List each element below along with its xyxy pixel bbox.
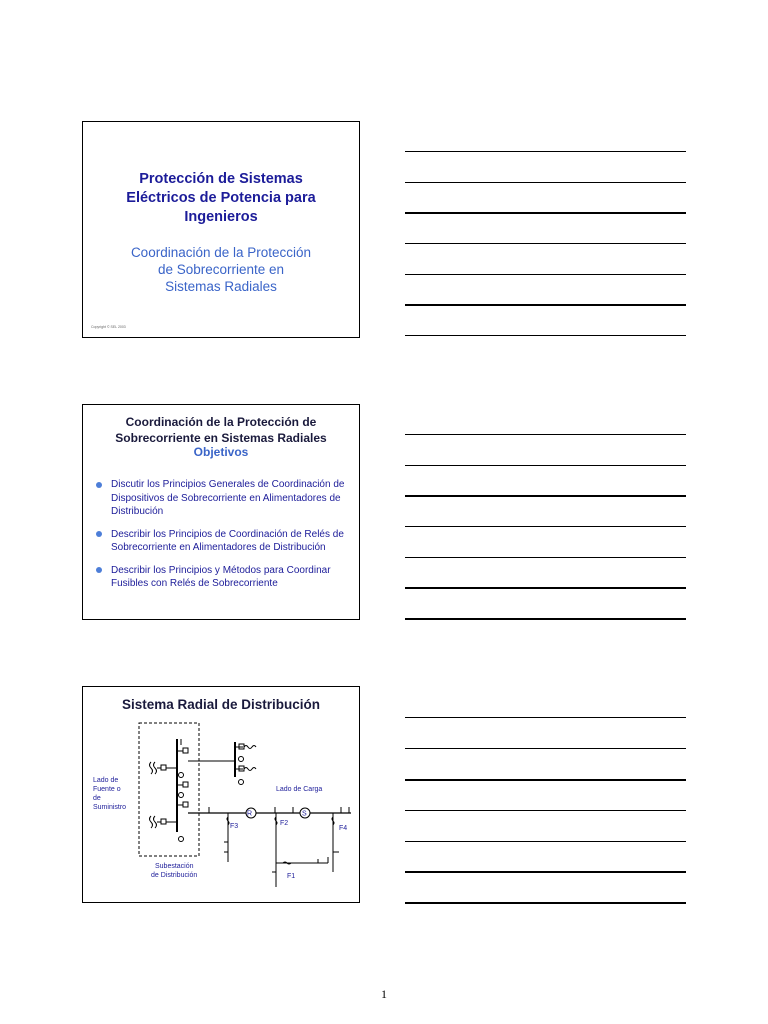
source-side-label: Fuente o <box>93 786 121 793</box>
substation-label: de Distribución <box>151 872 198 879</box>
objectives-heading <box>83 414 359 446</box>
note-line <box>405 182 686 183</box>
transformer-lower <box>150 816 157 828</box>
note-line <box>405 274 686 275</box>
note-line <box>405 304 686 306</box>
slide-radial-system <box>82 686 360 903</box>
note-line <box>405 902 686 904</box>
slide-title <box>82 121 360 338</box>
substation-enclosure <box>139 723 199 856</box>
note-line <box>405 618 686 620</box>
list-item <box>93 528 351 555</box>
note-line <box>405 779 686 781</box>
heading-line: Sobrecorriente en Sistemas Radiales <box>115 431 327 445</box>
source-side-label: de <box>93 795 101 802</box>
list-item <box>93 564 351 591</box>
heading-line: Coordinación de la Protección de <box>125 415 317 429</box>
note-line <box>405 587 686 589</box>
load-side-label: Lado de Carga <box>276 786 323 793</box>
subtitle-line: Coordinación de la Protección <box>130 245 312 260</box>
note-line <box>405 495 686 497</box>
recloser-label: R <box>247 810 253 818</box>
list-item-text: Describir los Principios de Coordinación de Relés de Sobrecorriente en Alimentadores de Distribución <box>111 528 344 553</box>
subtitle-line: Sistemas Radiales <box>165 279 277 294</box>
note-line <box>405 212 686 214</box>
bullet-icon <box>96 567 102 573</box>
note-line <box>405 151 686 152</box>
fuse-label-f1: F1 <box>287 873 296 880</box>
note-line <box>405 243 686 244</box>
slide-objectives <box>82 404 360 620</box>
breaker-upper <box>161 765 166 770</box>
sectionalizer-label: S <box>302 810 307 818</box>
page-number: 1 <box>381 987 387 1001</box>
radial-system-heading: Sistema Radial de Distribución <box>121 697 321 712</box>
bullet-icon <box>96 531 102 537</box>
note-line <box>405 717 686 718</box>
list-item-text: Describir los Principios y Métodos para Coordinar Fusibles con Relés de Sobrecorriente <box>111 564 331 589</box>
list-item-text: Discutir los Principios Generales de Coordinación de Dispositivos de Sobrecorriente en Alimentadores de Distribución <box>111 479 345 517</box>
one-line-diagram <box>83 687 359 902</box>
fuse-label-f2: F2 <box>280 820 289 827</box>
transformer-upper <box>150 762 157 774</box>
fuse-label-f3: F3 <box>230 823 239 830</box>
fuse-label-f4: F4 <box>339 825 348 832</box>
slide-title-subtitle <box>83 244 359 295</box>
title-line: Eléctricos de Potencia para <box>126 190 316 206</box>
title-line: Ingenieros <box>184 209 258 225</box>
substation-label: Subestación <box>155 863 194 870</box>
note-line <box>405 810 686 811</box>
source-side-label: Lado de <box>93 777 119 784</box>
note-line <box>405 465 686 466</box>
list-item <box>93 478 351 519</box>
note-line <box>405 335 686 336</box>
copyright-notice: Copyright © SEL 2003 <box>91 325 126 329</box>
breaker-lower <box>161 819 166 824</box>
note-line <box>405 748 686 749</box>
note-line <box>405 526 686 527</box>
note-line <box>405 434 686 435</box>
source-side-label: Suministro <box>93 804 127 811</box>
subtitle-line: de Sobrecorriente en <box>157 262 285 277</box>
slide-title-heading <box>83 170 359 227</box>
title-line: Protección de Sistemas <box>139 171 303 187</box>
note-line <box>405 841 686 842</box>
objectives-list <box>93 478 351 600</box>
bullet-icon <box>96 482 102 488</box>
objectives-subtitle: Objetivos <box>193 445 249 459</box>
note-line <box>405 871 686 873</box>
note-line <box>405 557 686 558</box>
